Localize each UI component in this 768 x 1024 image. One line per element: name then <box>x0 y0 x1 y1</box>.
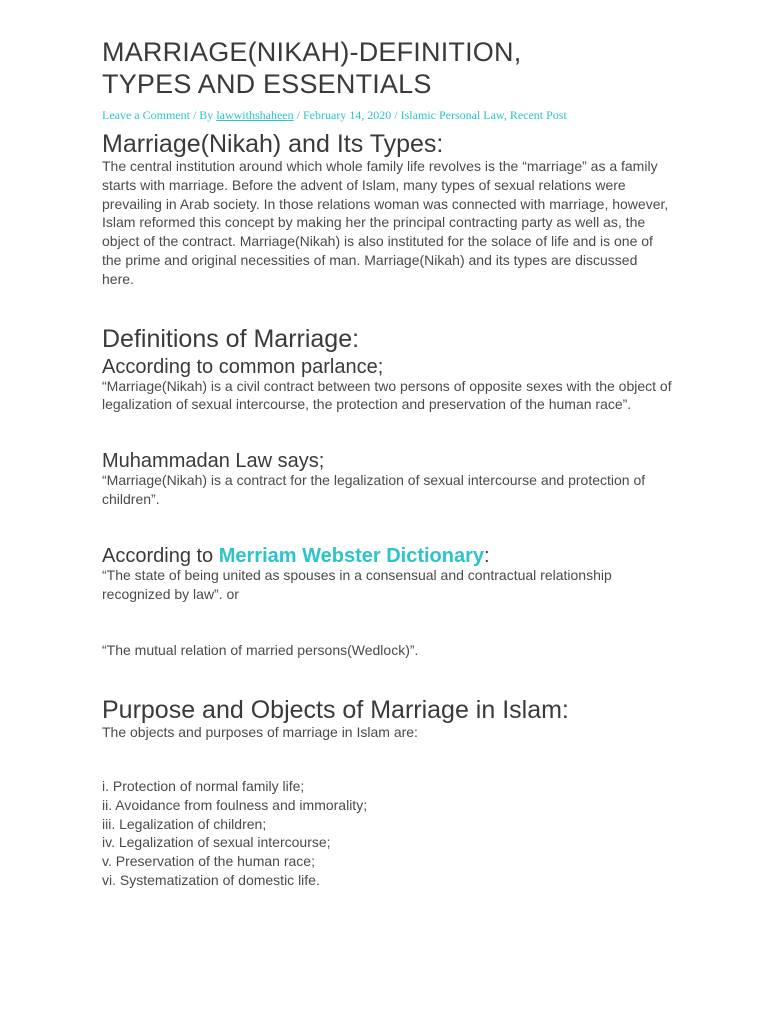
list-item: iii. Legalization of children; <box>102 815 267 832</box>
comment-link[interactable]: Leave a Comment <box>102 108 190 122</box>
list-item: iv. Legalization of sexual intercourse; <box>102 834 331 851</box>
title-line-1: MARRIAGE(NIKAH)-DEFINITION, <box>102 37 522 67</box>
meta-separator: / By <box>189 108 217 122</box>
types-paragraph: The central institution around which whole family life revolves is the “marriage” as a family starts with marriage. Before the advent of Islam, many types of sexual relations were prevailing in Arab society. In those relations woman was connected with marriage, however, Islam reformed this concept by making her the principal contracting party as well as, the object of the contract. Marriage(Nikah) is also instituted for the solace of life and is one of the prime and original necessities of man. Marriage(Nikah) and its types are discussed here. <box>102 158 669 287</box>
list-item: v. Preservation of the human race; <box>102 853 315 870</box>
merriam-webster-heading <box>102 544 672 568</box>
merriam-heading-suffix: : <box>484 544 490 567</box>
article-content <box>102 36 672 890</box>
merriam-definition-2: “The mutual relation of married persons(Wedlock)”. <box>102 642 419 659</box>
muhammadan-law-heading: Muhammadan Law says; <box>102 450 325 473</box>
category-links[interactable]: Islamic Personal Law, Recent Post <box>400 108 567 122</box>
common-parlance-heading: According to common parlance; <box>102 355 384 378</box>
purpose-heading: Purpose and Objects of Marriage in Islam: <box>102 696 569 725</box>
common-parlance-paragraph: “Marriage(Nikah) is a civil contract between two persons of opposite sexes with the object of legalization of sexual intercourse, the protection and preservation of the human race”. <box>102 377 672 413</box>
merriam-webster-link[interactable]: Merriam Webster Dictionary <box>218 544 485 567</box>
list-item: vi. Systematization of domestic life. <box>102 871 320 888</box>
title-line-2: TYPES AND ESSENTIALS <box>102 69 432 99</box>
muhammadan-law-paragraph: “Marriage(Nikah) is a contract for the legalization of sexual intercourse and protection of children”. <box>102 472 646 507</box>
list-item: ii. Avoidance from foulness and immorality; <box>102 796 368 813</box>
list-item: i. Protection of normal family life; <box>102 777 305 794</box>
article-title <box>102 36 672 100</box>
meta-date: / February 14, 2020 / <box>293 108 401 122</box>
merriam-definition-1: “The state of being united as spouses in a consensual and contractual relationship recognized by law”. or <box>102 566 612 602</box>
definitions-heading: Definitions of Marriage: <box>102 324 360 353</box>
purpose-intro: The objects and purposes of marriage in Islam are: <box>102 724 418 741</box>
merriam-heading-prefix: According to <box>102 544 219 567</box>
purpose-list <box>102 777 672 890</box>
types-heading: Marriage(Nikah) and Its Types: <box>102 130 444 158</box>
post-meta <box>102 107 672 123</box>
author-link[interactable]: lawwithshaheen <box>216 108 294 122</box>
